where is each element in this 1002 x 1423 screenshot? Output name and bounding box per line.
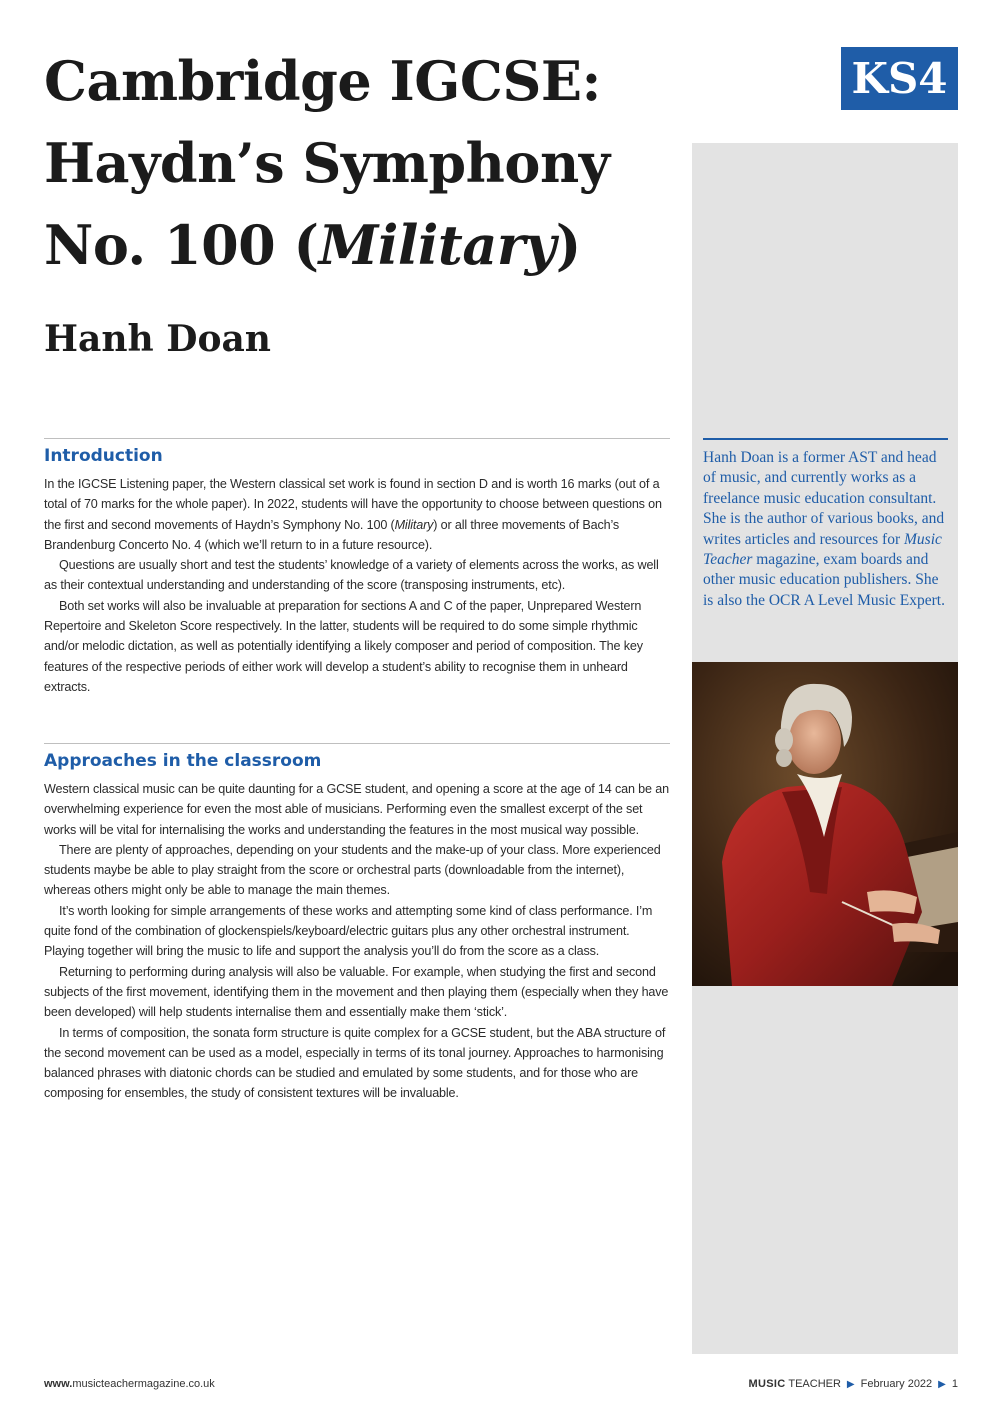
footer-page-number: 1 [951, 1378, 958, 1390]
introduction-body [44, 474, 672, 697]
triangle-right-icon: ▶ [846, 1378, 855, 1390]
footer-magazine-bold: MUSIC [748, 1378, 786, 1390]
intro-p1-text-b: ) or all three movements of Bach’s Brandenburg Concerto No. 4 (which we’ll return to in a future resource). [44, 517, 620, 552]
introduction-paragraph-3: Both set works will also be invaluable at preparation for sections A and C of the paper, Unprepared Western Repertoire and Skeleton Score respectively. In the latter, students will be required to do some simple rhythmic and/or melodic dictation, as well as potentially identifying a likely composer and period of composition. The key features of the respective periods of either work will develop a student’s ability to recognise them in unheard extracts. [44, 598, 643, 694]
heading-introduction: Introduction [44, 446, 163, 466]
author-name: Hanh Doan [44, 318, 271, 360]
title-line-1: Cambridge IGCSE: [44, 49, 601, 113]
sidebar-divider [703, 438, 948, 440]
footer-url-prefix: www. [44, 1378, 73, 1390]
introduction-paragraph-2: Questions are usually short and test the students’ knowledge of a variety of elements across the works, as well as their contextual understanding and understanding of the score (transposing instruments, etc). [44, 558, 659, 593]
footer-issue-date: February 2022 [860, 1378, 933, 1390]
title-line-3 [44, 204, 684, 286]
intro-p1-italic: Military [394, 517, 434, 532]
approaches-paragraph-5: In terms of composition, the sonata form structure is quite complex for a GCSE student, but the ABA structure of the second movement can be used as a model, especially in terms of its tonal journey. Approaches to harmonising balanced phrases with diatonic chords can be studied and emulated by some students, and for those who are composing for ensembles, the study of consistent textures will be invaluable. [44, 1025, 666, 1101]
title-line-3-prefix: No. 100 ( [44, 213, 319, 277]
footer-publication-info [749, 1378, 958, 1390]
heading-approaches: Approaches in the classroom [44, 751, 322, 771]
section-divider-approaches [44, 743, 670, 744]
footer-magazine-name [749, 1378, 841, 1390]
triangle-right-icon: ▶ [938, 1378, 946, 1390]
bio-magazine-name: Music Teacher [703, 530, 942, 569]
approaches-paragraph-3: It’s worth looking for simple arrangements of these works and attempting some kind of class performance. I’m quite fond of the combination of glockenspiels/keyboard/electric guitars plus any other orchestral instrument. Playing together will bring the music to life and support the analysis you’ll do from the score as a class. [44, 903, 653, 959]
haydn-portrait-image [692, 662, 958, 986]
section-divider-introduction [44, 438, 670, 439]
footer-url-domain: musicteachermagazine.co.uk [72, 1378, 215, 1390]
key-stage-badge: KS4 [841, 47, 958, 110]
bio-text-2: magazine, exam boards and other music education publishers. She is also the OCR A Level Music Expert. [703, 551, 945, 609]
title-line-2: Haydn’s Symphony [44, 131, 610, 195]
approaches-paragraph-4: Returning to performing during analysis will also be valuable. For example, when studying the first and second subjects of the first movement, identifying them in the movement and then playing them (especially when they have been developed) will help students internalise them and essentially make them ‘stick’. [44, 964, 669, 1020]
title-line-3-suffix: ) [555, 213, 581, 277]
introduction-paragraph-1 [44, 474, 672, 555]
approaches-body [44, 779, 672, 1104]
approaches-paragraph-2: There are plenty of approaches, depending on your students and the make-up of your class. More experienced students maybe be able to play straight from the score or orchestral parts (downloadable from the internet), whereas others might only be able to manage the main themes. [44, 842, 661, 898]
author-bio [703, 448, 951, 611]
footer-website-link[interactable] [44, 1378, 215, 1390]
approaches-paragraph-1: Western classical music can be quite daunting for a GCSE student, and opening a score at the age of 14 can be an overwhelming experience for even the most able of musicians. Performing even the smallest excerpt of the set works will be vital for internalising the works and understanding the features in the most musical way possible. [44, 782, 669, 837]
article-title [44, 40, 684, 286]
bio-text-1: Hanh Doan is a former AST and head of music, and currently works as a freelance music education consultant. She is the author of various books, and writes articles and resources for [703, 449, 945, 548]
intro-p1-text-a: In the IGCSE Listening paper, the Western classical set work is found in section D and is worth 16 marks (out of a total of 70 marks for the whole paper). In 2022, students will have the opportunity to choose between questions on the first and second movements of Haydn’s Symphony No. 100 ( [44, 477, 662, 532]
title-italic-military: Military [318, 213, 556, 277]
footer-magazine-rest: TEACHER [785, 1378, 841, 1390]
